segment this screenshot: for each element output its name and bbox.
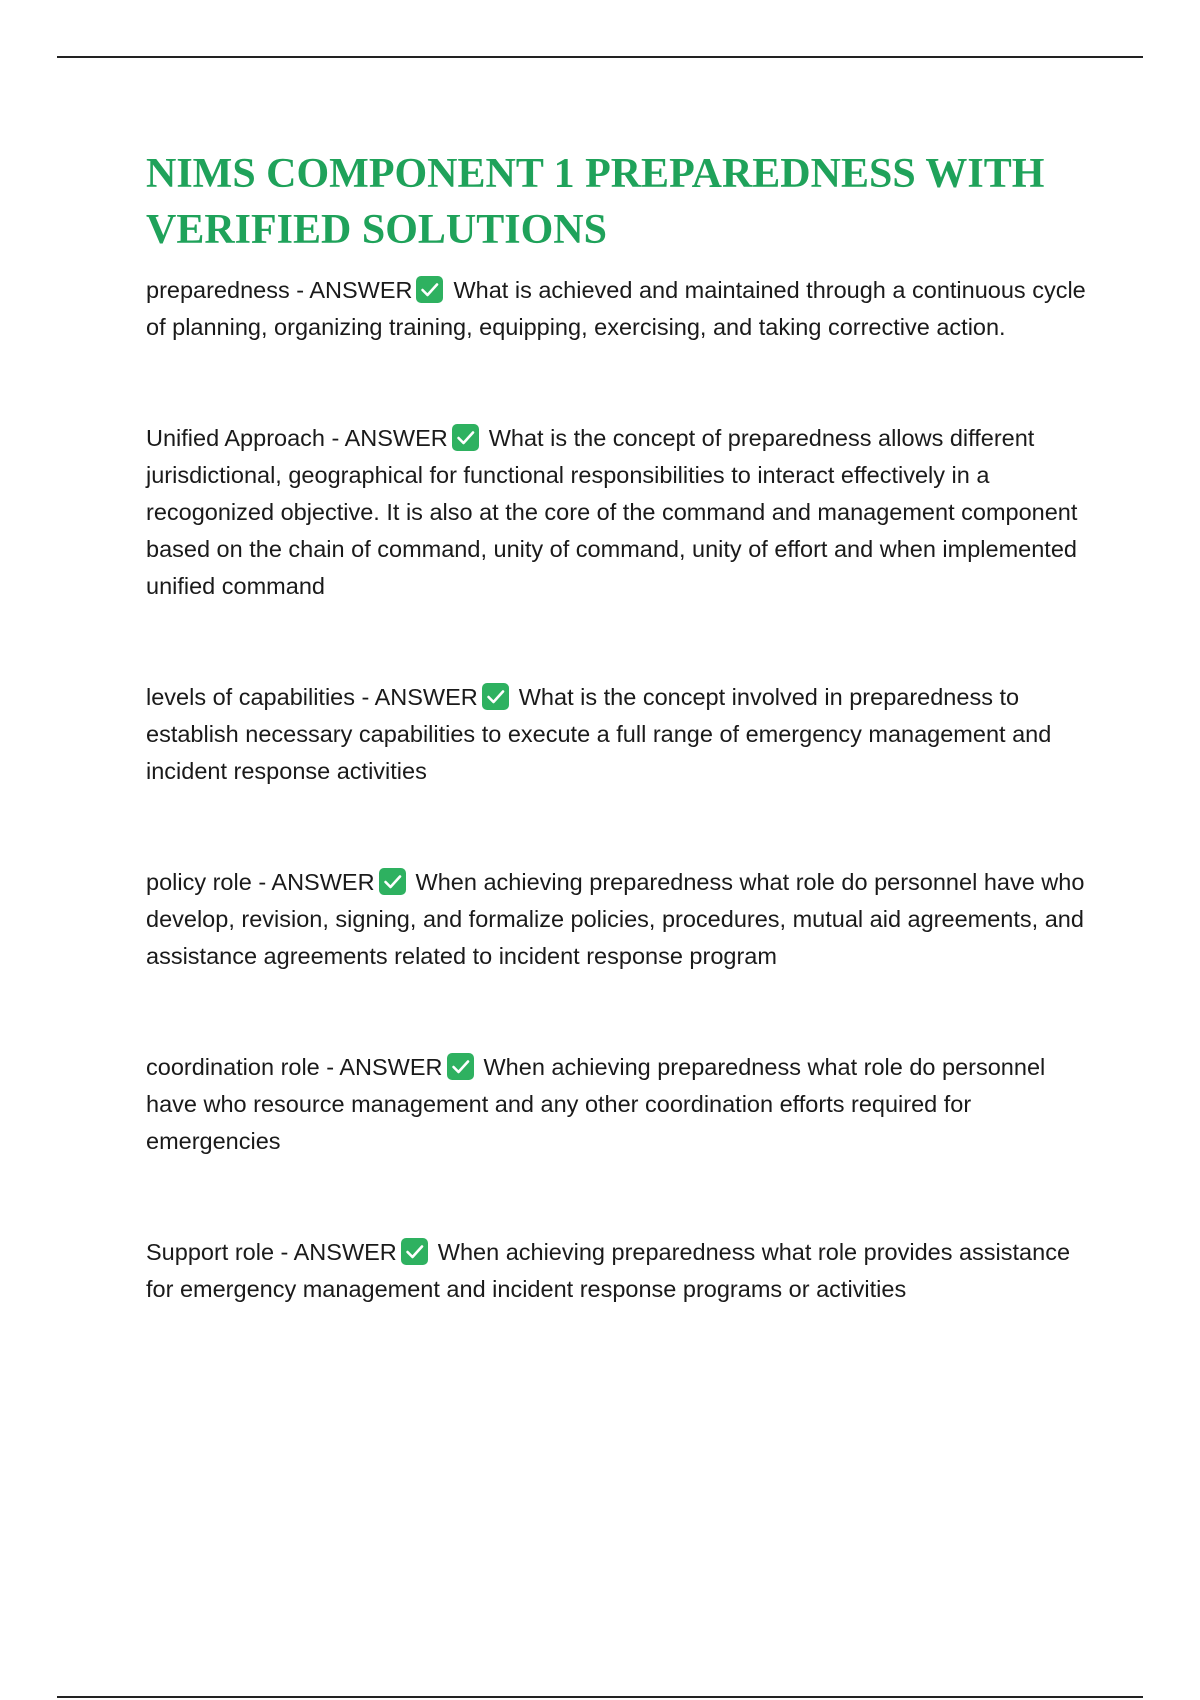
- answer-marker: ANSWER: [293, 1239, 397, 1265]
- qa-list: [146, 272, 1096, 1382]
- qa-answer: What is the concept involved in preparedness to establish necessary capabilities to execute a full range of emergency management and incident response activities: [146, 684, 1052, 784]
- qa-term: Support role: [146, 1239, 275, 1265]
- answer-marker: ANSWER: [344, 425, 448, 451]
- bottom-divider: [57, 1696, 1143, 1698]
- qa-term: Unified Approach: [146, 425, 325, 451]
- qa-answer: What is achieved and maintained through a continuous cycle of planning, organizing training, equipping, exercising, and taking corrective action.: [146, 277, 1086, 340]
- answer-marker: ANSWER: [374, 684, 478, 710]
- answer-marker: ANSWER: [309, 277, 413, 303]
- qa-item-levels-of-capabilities: levels of capabilities - ANSWER What is the concept involved in preparedness to establish necessary capabilities to execute a full range of emergency management and incident response activities: [146, 684, 1052, 784]
- qa-term: coordination role: [146, 1054, 320, 1080]
- document-title: NIMS COMPONENT 1 PREPAREDNESS WITH VERIFIED SOLUTIONS: [146, 151, 1045, 253]
- qa-answer: What is the concept of preparedness allows different jurisdictional, geographical for functional responsibilities to interact effectively in a recogonized objective. It is also at the core of the command and management component based on the chain of command, unity of command, unity of effort and when implemented unified command: [146, 425, 1078, 599]
- qa-answer: When achieving preparedness what role provides assistance for emergency management and incident response programs or activities: [146, 1239, 1071, 1302]
- qa-item-coordination-role: coordination role - ANSWER When achieving preparedness what role do personnel have who resource management and any other coordination efforts required for emergencies: [146, 1054, 1046, 1154]
- qa-item-preparedness: preparedness - ANSWER What is achieved and maintained through a continuous cycle of planning, organizing training, equipping, exercising, and taking corrective action.: [146, 277, 1086, 340]
- check-mark-icon: [401, 1238, 428, 1265]
- check-mark-icon: [416, 276, 443, 303]
- check-mark-icon: [447, 1053, 474, 1080]
- qa-answer: When achieving preparedness what role do personnel have who develop, revision, signing, and formalize policies, procedures, mutual aid agreements, and assistance agreements related to incident response program: [146, 869, 1085, 969]
- qa-term: policy role: [146, 869, 252, 895]
- top-divider: [57, 56, 1143, 58]
- answer-marker: ANSWER: [271, 869, 375, 895]
- qa-item-policy-role: policy role - ANSWER When achieving preparedness what role do personnel have who develop, revision, signing, and formalize policies, procedures, mutual aid agreements, and assistance agreements related to incident response program: [146, 869, 1085, 969]
- check-mark-icon: [452, 424, 479, 451]
- check-mark-icon: [482, 683, 509, 710]
- check-mark-icon: [379, 868, 406, 895]
- qa-term: levels of capabilities: [146, 684, 355, 710]
- qa-term: preparedness: [146, 277, 290, 303]
- answer-marker: ANSWER: [339, 1054, 443, 1080]
- qa-item-support-role: Support role - ANSWER When achieving preparedness what role provides assistance for emergency management and incident response programs or activities: [146, 1239, 1071, 1302]
- qa-item-unified-approach: Unified Approach - ANSWER What is the concept of preparedness allows different jurisdictional, geographical for functional responsibilities to interact effectively in a recogonized objective. It is also at the core of the command and management component based on the chain of command, unity of command, unity of effort and when implemented unified command: [146, 425, 1078, 599]
- qa-answer: When achieving preparedness what role do personnel have who resource management and any other coordination efforts required for emergencies: [146, 1054, 1046, 1154]
